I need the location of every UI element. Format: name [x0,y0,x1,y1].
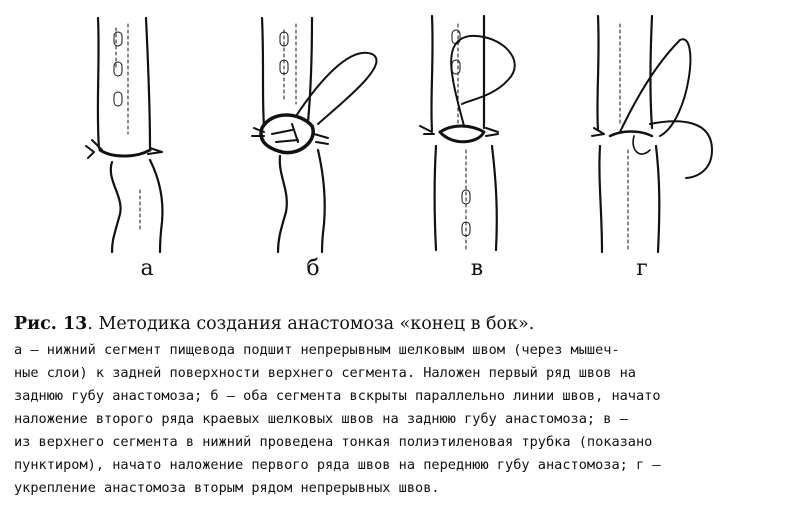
panel-label-g: г [636,256,648,281]
figure-caption [14,312,784,500]
panel-b-drawing [252,18,376,252]
panel-v-drawing [420,16,515,250]
panel-label-v: в [470,256,484,281]
caption-title-text: . Методика создания анастомоза «конец в бок». [87,314,535,334]
caption-line: наложение второго ряда краевых шелковых швов на заднюю губу анастомоза; в — [14,411,628,427]
caption-title [14,312,784,336]
panel-a-drawing [86,18,163,252]
caption-line: ные слои) к задней поверхности верхнего сегмента. Наложен первый ряд швов на [14,365,636,381]
caption-line: пунктиром), начато наложение первого ряда швов на переднюю губу анастомоза; г — [14,457,661,473]
figure-number: Рис. 13 [14,314,88,334]
caption-line: укрепление анастомоза вторым рядом непрерывных швов. [14,480,440,496]
panel-g-drawing [592,16,712,252]
caption-line: а — нижний сегмент пищевода подшит непрерывным шелковым швом (через мышеч- [14,342,620,358]
panel-label-a: а [140,256,154,281]
caption-line: из верхнего сегмента в нижний проведена тонкая полиэтиленовая трубка (показано [14,434,653,450]
caption-line: заднюю губу анастомоза; б — оба сегмента вскрыты параллельно линии швов, начато [14,388,661,404]
panel-label-b: б [306,256,320,281]
caption-body [14,339,784,500]
